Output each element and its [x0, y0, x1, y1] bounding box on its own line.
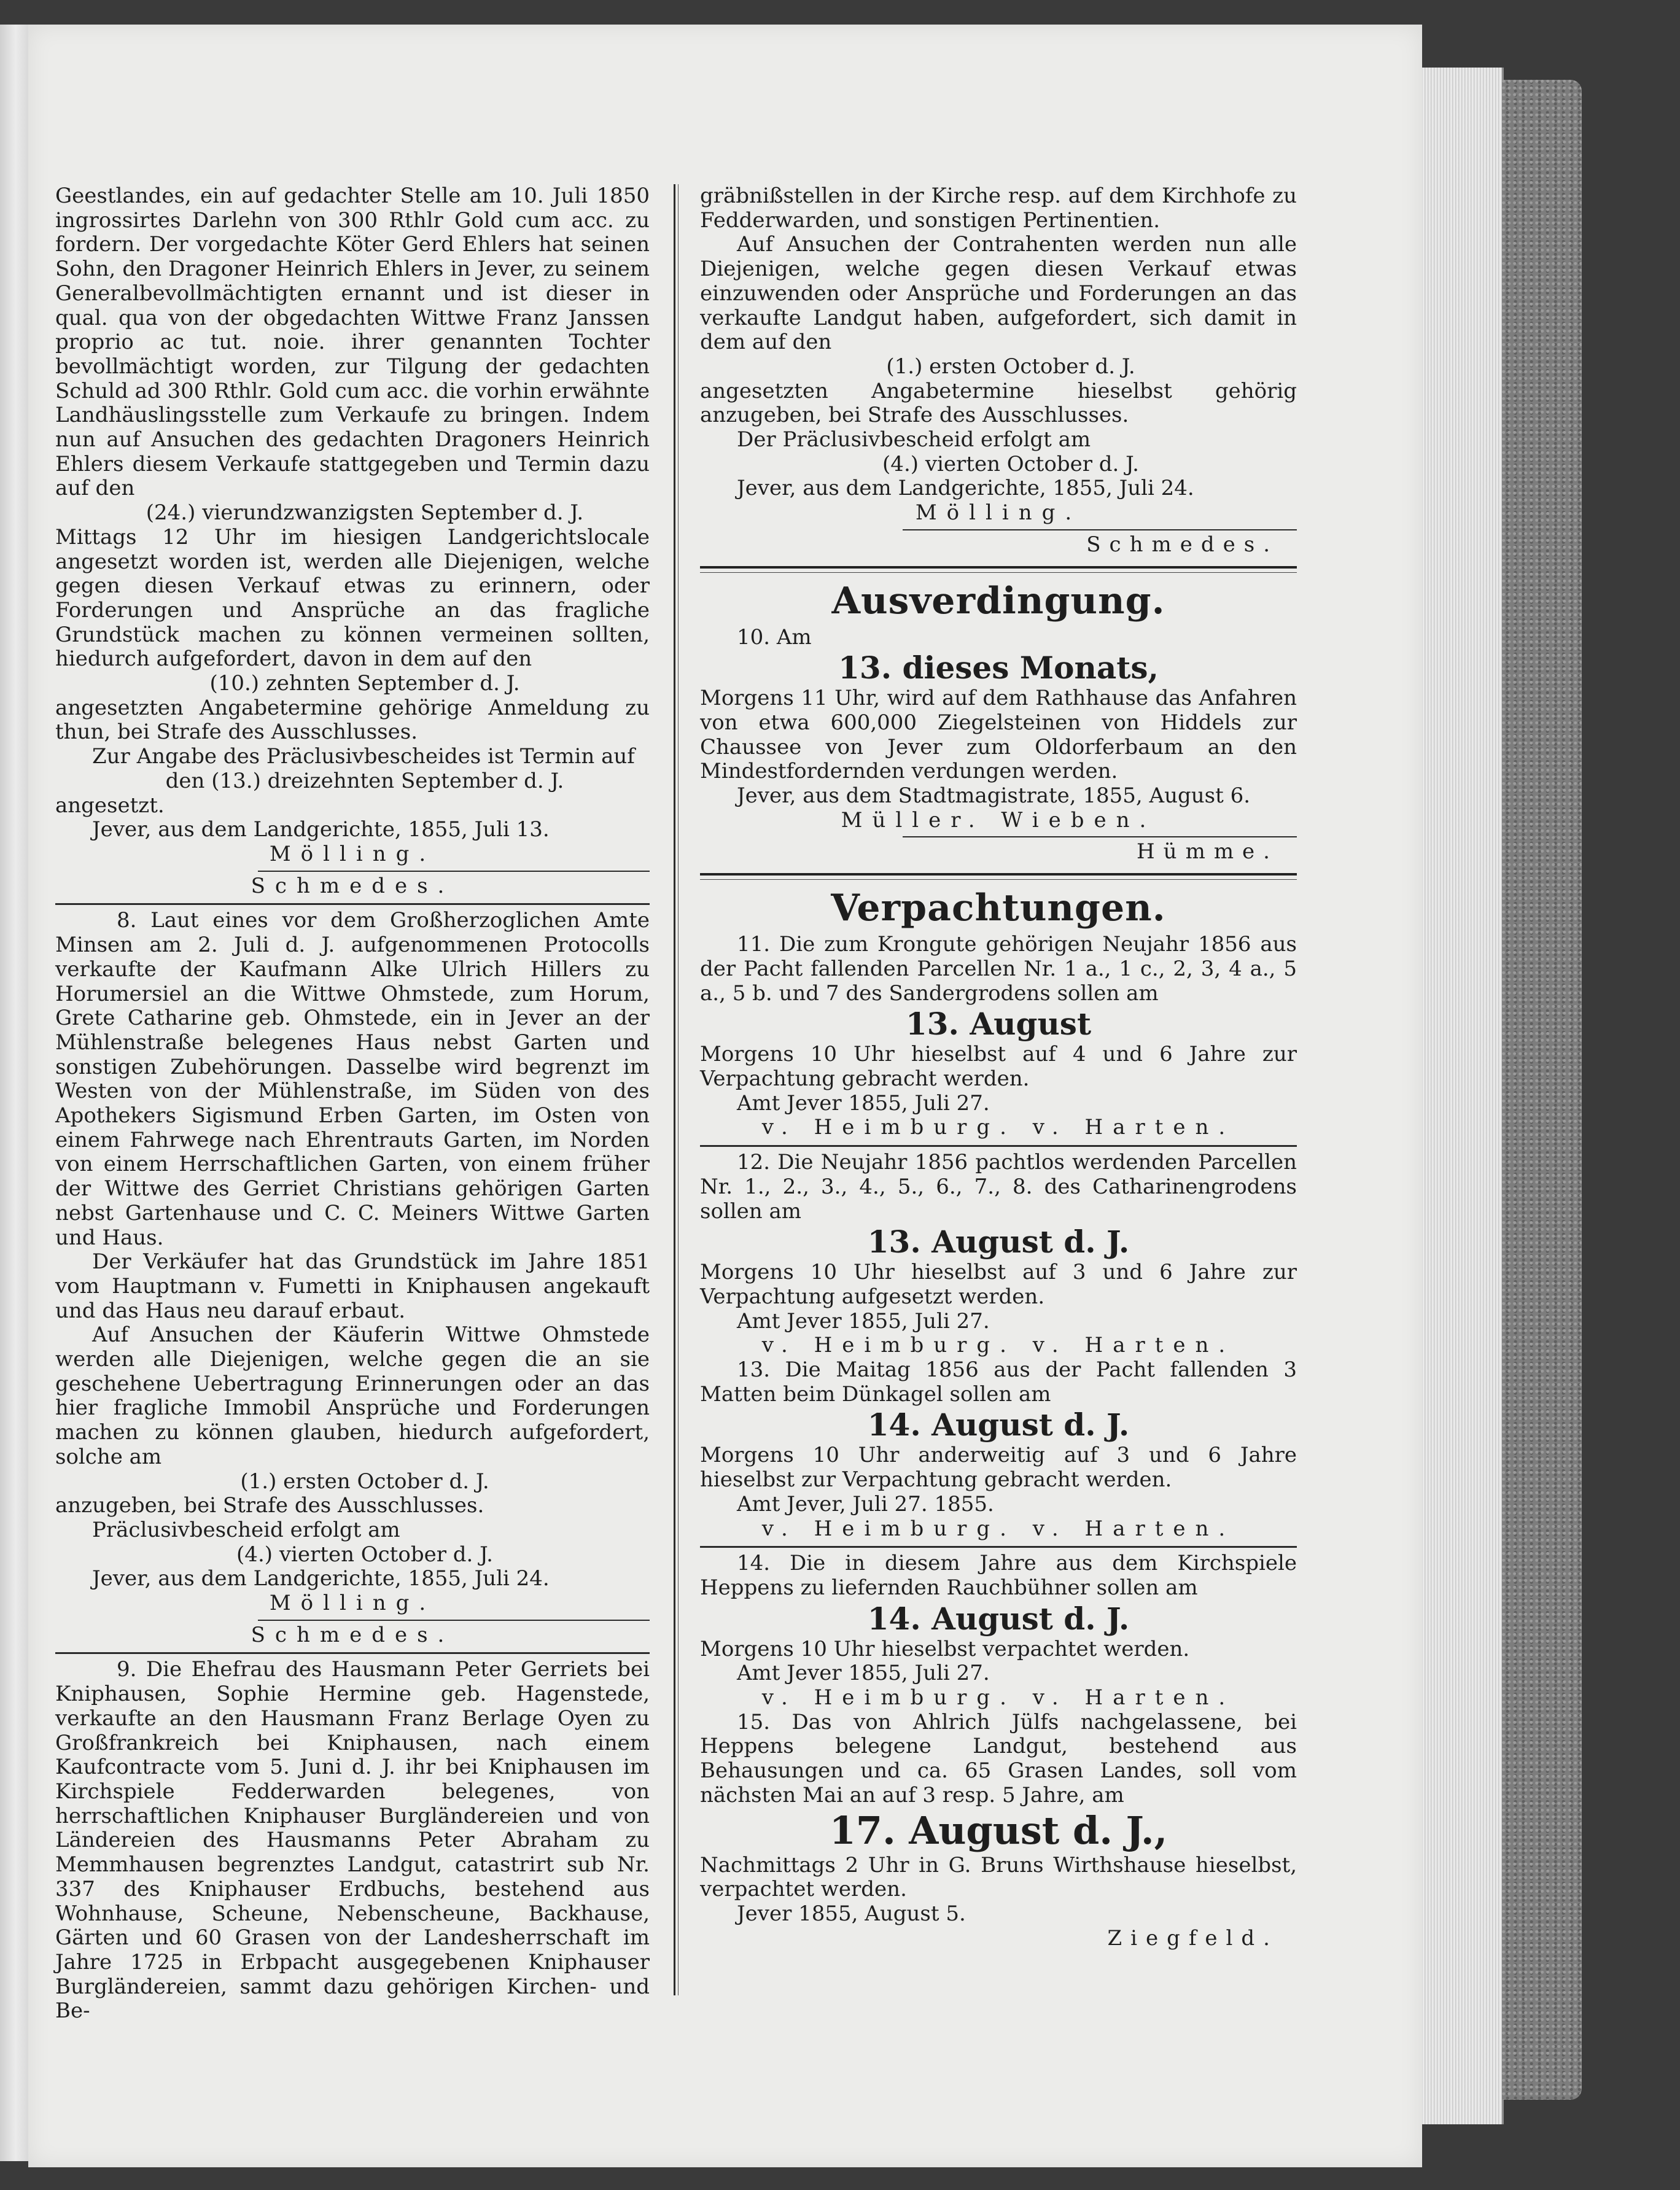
signature-rule — [258, 1620, 650, 1621]
signature-rule — [903, 836, 1297, 837]
signature-huemme: Hümme. — [1137, 839, 1278, 864]
paragraph-intro: Geestlandes, ein auf gedachter Stelle am 10. Juli 1850 ingrossirtes Darlehn von 300 Rthlr Gold cum acc. zu fordern. Der vorgedachte Köter Gerd Ehlers hat seinen Sohn, den Dragoner Heinrich Ehlers in Jever, zu seinem Generalbevollmächtigten ernannt und ist dieser in qual. qua von der obgedachten Wittwe Franz Janssen proprio ac tut. noie. ihrer genannten Tochter bevollmächtigt worden, zur Tilgung der gedachten Schuld ad 300 Rthlr. Gold cum acc. die vorhin erwähnte Landhäuslingsstelle zum Verkaufe zu bringen. Indem nun auf Ansuchen des gedachten Dragoners Heinrich Ehlers diesem Verkaufe stattgegeben und Termin dazu auf den — [55, 184, 650, 501]
place-date-line: Amt Jever 1855, Juli 27. — [737, 1661, 990, 1686]
notice-8-ansuchen: Auf Ansuchen der Käuferin Wittwe Ohmstede werden alle Diejenigen, welche gegen die an sie geschehene Uebertragung Erinnerungen oder an das hier fragliche Immobil Ansprüche und Forderungen machen zu können glauben, hiedurch aufgefordert, solche am — [55, 1322, 650, 1469]
term-date-1-october: (1.) ersten October d. J. — [240, 1469, 489, 1494]
place-date-line: Amt Jever 1855, Juli 27. — [737, 1090, 990, 1116]
signature-rule — [903, 529, 1297, 530]
paragraph-praeclusiv-termin: Zur Angabe des Präclusivbescheides ist Termin auf — [92, 744, 635, 769]
signature-heimburg-harten: v. Heimburg. v. Harten. — [761, 1333, 1235, 1358]
notice-10-am: 10. Am — [737, 624, 812, 650]
section-double-rule — [700, 873, 1297, 880]
section-rule — [700, 1546, 1297, 1548]
term-date-24-september: (24.) vierundzwanzigsten September d. J. — [146, 500, 584, 526]
section-double-rule — [700, 566, 1297, 573]
notice-11-morgens: Morgens 10 Uhr hieselbst auf 4 und 6 Jahre zur Verpachtung gebracht werden. — [700, 1042, 1297, 1091]
notice-8-verkaeufer: Der Verkäufer hat das Grundstück im Jahre 1851 vom Hauptmann v. Fumetti in Kniphausen angekauft und das Haus neu darauf erbaut. — [55, 1249, 650, 1323]
place-date-line: Jever 1855, August 5. — [737, 1901, 966, 1926]
term-date-4-october: (4.) vierten October d. J. — [236, 1542, 493, 1567]
term-date-1-october: (1.) ersten October d. J. — [886, 354, 1135, 379]
notice-12-morgens: Morgens 10 Uhr hieselbst auf 3 und 6 Jahre zur Verpachtung aufgesetzt werden. — [700, 1260, 1297, 1309]
place-date-line: Jever, aus dem Landgerichte, 1855, Juli 24. — [737, 476, 1194, 501]
signature-schmedes: Schmedes. — [251, 873, 454, 898]
notice-9-continued: gräbnißstellen in der Kirche resp. auf dem Kirchhofe zu Fedderwarden, und sonstigen Pertinentien. — [700, 184, 1297, 233]
paragraph-mittags: Mittags 12 Uhr im hiesigen Landgerichtslocale angesetzt worden ist, werden alle Diejenigen, welche gegen diesen Verkauf etwas zu erinnern, oder Forderungen und Ansprüche an das fragliche Grundstück machen zu können vermeinen sollten, hiedurch aufgefordert, davon in dem auf den — [55, 524, 650, 672]
place-date-line: Jever, aus dem Landgerichte, 1855, Juli 13. — [92, 817, 550, 842]
notice-10: Morgens 11 Uhr, wird auf dem Rathhause das Anfahren von etwa 600,000 Ziegelsteinen von Hiddels zur Chaussee von Jever zum Oldorferbaum an den Mindestfordernden verdungen werden. — [700, 686, 1297, 784]
signature-ziegfeld: Ziegfeld. — [1107, 1925, 1278, 1951]
notice-9-ansuchen: Auf Ansuchen der Contrahenten werden nun alle Diejenigen, welche gegen diesen Verkauf etwas einzuwenden oder Ansprüche und Forderungen an das verkaufte Landgut haben, aufgefordert, sich damit in dem auf den — [700, 232, 1297, 355]
signature-heimburg-harten: v. Heimburg. v. Harten. — [761, 1516, 1235, 1541]
paragraph-angesetzt: angesetzt. — [55, 793, 165, 818]
place-date-line: Jever, aus dem Landgerichte, 1855, Juli 24. — [92, 1566, 550, 1591]
term-date-13-september: den (13.) dreizehnten September d. J. — [165, 768, 564, 793]
date-17-august: 17. August d. J., — [829, 1808, 1168, 1853]
notice-8-anzugeben: anzugeben, bei Strafe des Ausschlusses. — [55, 1493, 484, 1518]
page-block-edges — [1422, 68, 1504, 2124]
place-date-line: Amt Jever, Juli 27. 1855. — [737, 1491, 994, 1516]
place-date-line: Jever, aus dem Stadtmagistrate, 1855, August 6. — [737, 783, 1251, 809]
notice-8-praeclusiv: Präclusivbescheid erfolgt am — [92, 1517, 400, 1542]
place-date-line: Amt Jever 1855, Juli 27. — [737, 1308, 990, 1334]
signature-schmedes: Schmedes. — [1086, 532, 1278, 557]
signature-rule — [258, 871, 650, 872]
notice-11: 11. Die zum Krongute gehörigen Neujahr 1856 aus der Pacht fallenden Parcellen Nr. 1 a., 1 c., 2, 3, 4 a., 5 a., 5 b. und 7 des Sandergrodens sollen am — [700, 932, 1297, 1006]
book-cover-edge — [1502, 80, 1582, 2100]
section-rule — [55, 903, 650, 905]
notice-14-morgens: Morgens 10 Uhr hieselbst verpachtet werden. — [700, 1636, 1190, 1661]
paragraph-angabetermine: angesetzten Angabetermine gehörige Anmeldung zu thun, bei Strafe des Ausschlusses. — [55, 695, 650, 745]
notice-12: 12. Die Neujahr 1856 pachtlos werdenden Parcellen Nr. 1., 2., 3., 4., 5., 6., 7., 8. des Catharinengrodens sollen am — [700, 1150, 1297, 1224]
signature-moelling: Mölling. — [269, 1591, 436, 1616]
column-divider-thin — [678, 184, 679, 1995]
section-rule — [700, 1145, 1297, 1147]
date-13-dieses-monats: 13. dieses Monats, — [838, 650, 1159, 686]
date-14-august-dj: 14. August d. J. — [867, 1600, 1130, 1637]
signature-schmedes: Schmedes. — [251, 1622, 454, 1647]
notice-15-nachmittags: Nachmittags 2 Uhr in G. Bruns Wirthshause hieselbst, verpachtet werden. — [700, 1852, 1297, 1902]
notice-9-angabetermine: angesetzten Angabetermine hieselbst gehörig anzugeben, bei Strafe des Ausschlusses. — [700, 378, 1297, 428]
previous-page-edge — [0, 25, 29, 2161]
date-14-august: 14. August d. J. — [867, 1407, 1130, 1443]
right-column — [700, 184, 1297, 2002]
left-column — [55, 184, 650, 2024]
notice-13: 13. Die Maitag 1856 aus der Pacht fallenden 3 Matten beim Dünkagel sollen am — [700, 1357, 1297, 1407]
notice-9: 9. Die Ehefrau des Hausmann Peter Gerriets bei Kniphausen, Sophie Hermine geb. Hagenstede, verkaufte an den Hausmann Franz Berlage Oyen zu Großfrankreich bei Kniphausen, nach einem Kaufcontracte vom 5. Juni d. J. ihr bei Kniphausen im Kirchspiele Fedderwarden belegenes, von herrschaftlichen Kniphauser Burgländereien und von Ländereien des Hausmanns Peter Abraham zu Memmhausen begrenztes Landgut, catastrirt sub Nr. 337 des Kniphauser Erdbuchs, bestehend aus Wohnhause, Scheune, Nebenscheune, Backhause, Gärten und 60 Grasen von der Landesherrschaft im Jahre 1725 in Erbpacht ausgegebenen Kniphauser Burgländereien, sammt dazu gehörigen Kirchen- und Be- — [55, 1657, 650, 2024]
heading-ausverdingung: Ausverdingung. — [831, 579, 1165, 623]
signature-moelling: Mölling. — [915, 500, 1082, 526]
signature-moelling: Mölling. — [269, 841, 436, 866]
notice-15: 15. Das von Ahlrich Jülfs nachgelassene, bei Heppens belegene Landgut, bestehend aus Behausungen und ca. 65 Grasen Landes, soll vom nächsten Mai an auf 3 resp. 5 Jahre, am — [700, 1709, 1297, 1808]
notice-9-praeclusiv: Der Präclusivbescheid erfolgt am — [737, 427, 1091, 452]
notice-14: 14. Die in diesem Jahre aus dem Kirchspiele Heppens zu liefernden Rauchbühner sollen am — [700, 1551, 1297, 1600]
signature-heimburg-harten: v. Heimburg. v. Harten. — [761, 1685, 1235, 1710]
section-rule — [55, 1652, 650, 1654]
term-date-4-october: (4.) vierten October d. J. — [882, 451, 1139, 476]
signature-heimburg-harten: v. Heimburg. v. Harten. — [761, 1115, 1235, 1140]
notice-8: 8. Laut eines vor dem Großherzoglichen Amte Minsen am 2. Juli d. J. aufgenommenen Protocolls verkaufte der Kaufmann Alke Ulrich Hillers zu Horumersiel an die Wittwe Ohmstede, zum Horum, Grete Catharine geb. Ohmstede, ein in Jever an der Mühlenstraße belegenes Haus nebst Garten und sonstigen Zubehörungen. Dasselbe wird begrenzt im Westen von der Mühlenstraße, im Süden von des Apothekers Sigismund Erben Garten, im Osten von einem Fahrwege nach Ehrentrauts Garten, im Norden von einem Herrschaftlichen Garten, von einem früher der Wittwe des Gerriet Christians gehörigen Garten nebst Gartenhause und C. C. Meiners Wittwe Garten und Haus. — [55, 908, 650, 1250]
date-13-august: 13. August — [905, 1006, 1092, 1043]
signature-mueller-wieben: Müller. Wieben. — [841, 807, 1156, 833]
heading-verpachtungen: Verpachtungen. — [831, 887, 1166, 930]
term-date-10-september: (10.) zehnten September d. J. — [209, 671, 520, 696]
notice-13-morgens: Morgens 10 Uhr anderweitig auf 3 und 6 Jahre hieselbst zur Verpachtung gebracht werden. — [700, 1443, 1297, 1493]
date-13-august-dj: 13. August d. J. — [867, 1224, 1130, 1260]
column-divider — [674, 184, 675, 1995]
